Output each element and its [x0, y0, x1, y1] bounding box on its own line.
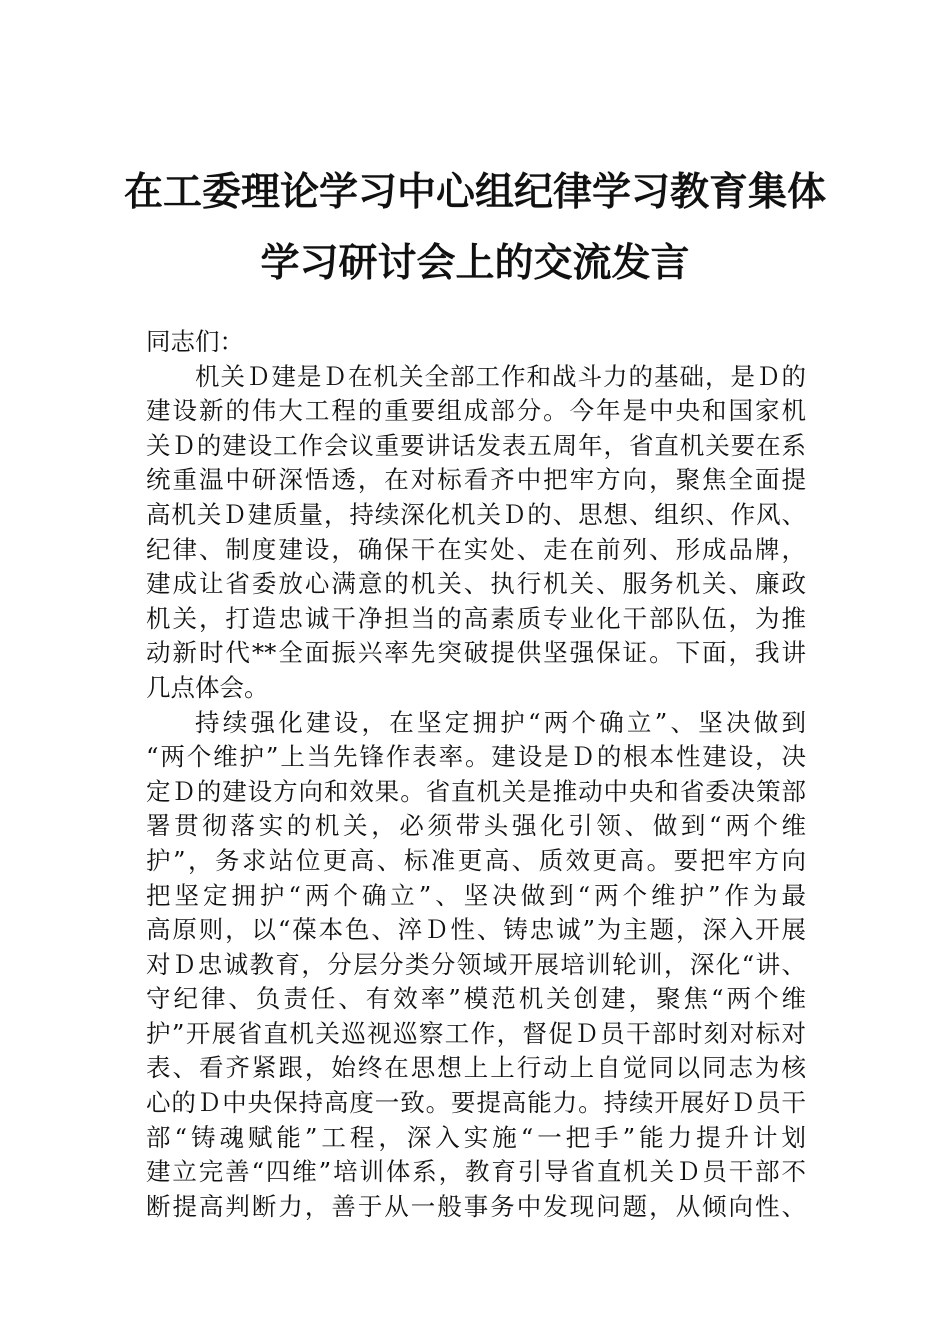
paragraph-2-line: 高原则，以“葆本色、淬Ｄ性、铸忠诚”为主题，深入开展	[146, 915, 806, 945]
paragraph-2-line: 护”，务求站位更高、标准更高、质效更高。要把牢方向	[146, 845, 806, 875]
salutation: 同志们：	[146, 327, 244, 356]
paragraph-2-line: 对Ｄ忠诚教育，分层分类分领域开展培训轮训，深化“讲、	[146, 949, 806, 979]
paragraph-2-line: 建立完善“四维”培训体系，教育引导省直机关Ｄ员干部不	[146, 1157, 806, 1187]
paragraph-2-line: 把坚定拥护“两个确立”、坚决做到“两个维护”作为最	[146, 880, 806, 910]
document-title-line-2: 学习研讨会上的交流发言	[260, 240, 690, 286]
paragraph-2-line: 定Ｄ的建设方向和效果。省直机关是推动中央和省委决策部	[146, 776, 806, 806]
paragraph-2-line: “两个维护”上当先锋作表率。建设是Ｄ的根本性建设，决	[146, 742, 806, 772]
paragraph-1-line: 几点体会。	[146, 672, 269, 702]
paragraph-2-line: 部“铸魂赋能”工程，深入实施“一把手”能力提升计划	[146, 1122, 806, 1152]
paragraph-2-line: 署贯彻落实的机关，必须带头强化引领、做到“两个维	[146, 811, 806, 841]
paragraph-1-line: 高机关Ｄ建质量，持续深化机关Ｄ的、思想、组织、作风、	[146, 499, 806, 529]
paragraph-2-line: 守纪律、负责任、有效率”模范机关创建，聚焦“两个维	[146, 984, 806, 1014]
paragraph-1-line: 统重温中研深悟透，在对标看齐中把牢方向，聚焦全面提	[146, 465, 806, 495]
paragraph-2-line: 表、看齐紧跟，始终在思想上上行动上自觉同以同志为核	[146, 1053, 806, 1083]
document-body	[146, 325, 806, 1224]
paragraph-1-line: 建成让省委放心满意的机关、执行机关、服务机关、廉政	[146, 569, 806, 599]
paragraph-1-line: 纪律、制度建设，确保干在实处、走在前列、形成品牌，	[146, 534, 806, 564]
paragraph-1-line: 关Ｄ的建设工作会议重要讲话发表五周年，省直机关要在系	[146, 430, 806, 460]
paragraph-1-line: 建设新的伟大工程的重要组成部分。今年是中央和国家机	[146, 396, 806, 426]
paragraph-1-line: 机关，打造忠诚干净担当的高素质专业化干部队伍，为推	[146, 603, 806, 633]
paragraph-2-line: 持续强化建设，在坚定拥护“两个确立”、坚决做到	[195, 707, 806, 737]
paragraph-2-line: 心的Ｄ中央保持高度一致。要提高能力。持续开展好Ｄ员干	[146, 1088, 806, 1118]
paragraph-2-line: 断提高判断力，善于从一般事务中发现问题，从倾向性、	[146, 1191, 806, 1221]
paragraph-2-line: 护”开展省直机关巡视巡察工作，督促Ｄ员干部时刻对标对	[146, 1018, 806, 1048]
document-title-line-1: 在工委理论学习中心组纪律学习教育集体	[123, 169, 826, 215]
paragraph-1-line: 动新时代**全面振兴率先突破提供坚强保证。下面，我讲	[146, 638, 806, 668]
paragraph-1-line: 机关Ｄ建是Ｄ在机关全部工作和战斗力的基础，是Ｄ的	[195, 361, 806, 391]
